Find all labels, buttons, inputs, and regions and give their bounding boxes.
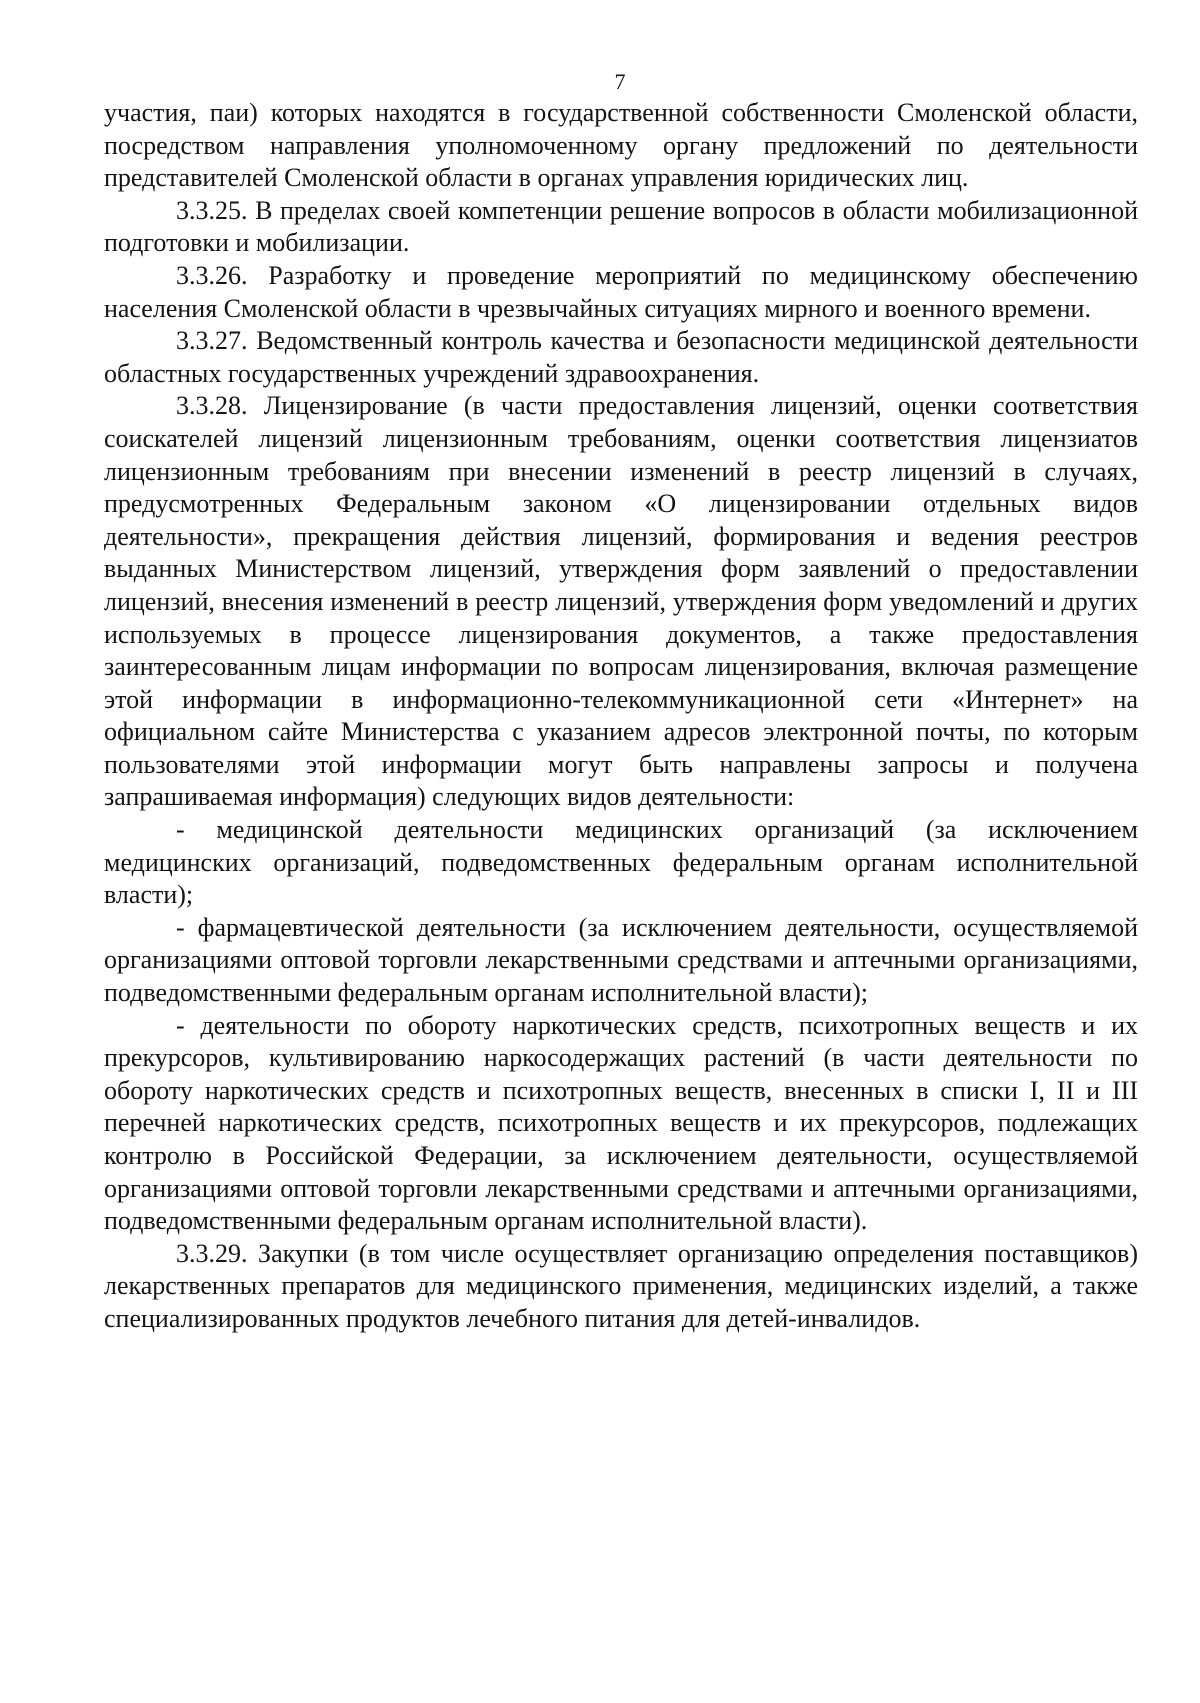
page-number: 7 <box>614 69 626 94</box>
list-item-medical: - медицинской деятельности медицинских организаций (за исключением медицинских организаций, подведомственных федеральным органам исполнительной власти); <box>104 815 1138 910</box>
paragraph-3-3-26: 3.3.26. Разработку и проведение мероприятий по медицинскому обеспечению населения Смоленской области в чрезвычайных ситуациях мирного и военного времени. <box>104 260 1138 323</box>
paragraph-continuation: участия, паи) которых находятся в государственной собственности Смоленской области, посредством направления уполномоченному органу предложений по деятельности представителей Смоленской области в органах управления юридических лиц. <box>104 98 1138 193</box>
paragraph-3-3-25: 3.3.25. В пределах своей компетенции решение вопросов в области мобилизационной подготовки и мобилизации. <box>104 195 1138 258</box>
list-item-narcotics: - деятельности по обороту наркотических средств, психотропных веществ и их прекурсоров, культивированию наркосодержащих растений (в части деятельности по обороту наркотических средств и психотропных веществ, внесенных в списки I, II и III перечней наркотических средств, психотропных веществ и их прекурсоров, подлежащих контролю в Российской Федерации, за исключением деятельности, осуществляемой организациями оптовой торговли лекарственными средствами и аптечными организациями, подведомственными федеральным органам исполнительной власти). <box>104 1010 1138 1236</box>
paragraph-3-3-27: 3.3.27. Ведомственный контроль качества и безопасности медицинской деятельности областных государственных учреждений здравоохранения. <box>104 326 1138 388</box>
paragraph-3-3-29: 3.3.29. Закупки (в том числе осуществляет организацию определения поставщиков) лекарственных препаратов для медицинского применения, медицинских изделий, а также специализированных продуктов лечебного питания для детей-инвалидов. <box>104 1238 1138 1333</box>
paragraph-3-3-28: 3.3.28. Лицензирование (в части предоставления лицензий, оценки соответствия соискателей лицензий лицензионным требованиям, оценки соответствия лицензиатов лицензионным требованиям при внесении изменений в реестр лицензий в случаях, предусмотренных Федеральным законом «О лицензировании отдельных видов деятельности», прекращения действия лицензий, формирования и ведения реестров выданных Министерством лицензий, утверждения форм заявлений о предоставлении лицензий, внесения изменений в реестр лицензий, утверждения форм уведомлений и других используемых в процессе лицензирования документов, а также предоставления заинтересованным лицам информации по вопросам лицензирования, включая размещение этой информации в информационно-телекоммуникационной сети «Интернет» на официальном сайте Министерства с указанием адресов электронной почты, по которым пользователями этой информации могут быть направлены запросы и получена запрашиваемая информация) следующих видов деятельности: <box>104 391 1138 812</box>
document-body <box>104 97 1138 1336</box>
list-item-pharmaceutical: - фармацевтической деятельности (за исключением деятельности, осуществляемой организациями оптовой торговли лекарственными средствами и аптечными организациями, подведомственными федеральным органам исполнительной власти); <box>104 912 1138 1008</box>
